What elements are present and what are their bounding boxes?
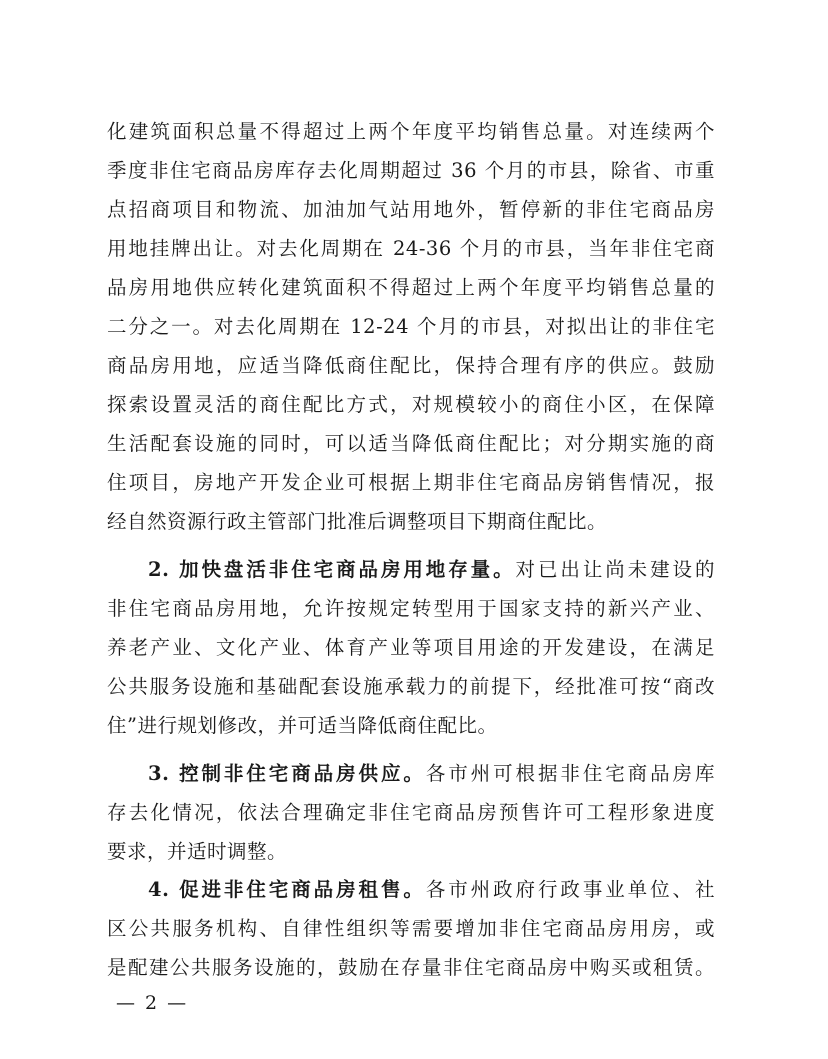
text-line: 是配建公共服务设施的，鼓励在存量非住宅商品房中购买或租赁。 [107,956,715,979]
section-heading: 4. 促进非住宅商品房租售。 [148,878,426,901]
section-text: 各市州政府行政事业单位、社 [425,878,715,901]
text-line: 二分之一。对去化周期在 12-24 个月的市县，对拟出让的非住宅 [107,315,715,338]
page-number: — 2 — [116,992,189,1014]
text-line [148,557,715,583]
text-line: 住”进行规划修改，并可适当降低商住配比。 [107,714,498,737]
text-line: 要求，并适时调整。 [107,840,288,863]
text-line: 品房用地供应转化建筑面积不得超过上两个年度平均销售总量的 [107,276,715,299]
text-line: 非住宅商品房用地，允许按规定转型用于国家支持的新兴产业、 [107,597,715,620]
text-line: 养老产业、文化产业、体育产业等项目用途的开发建设，在满足 [107,636,715,659]
text-line: 点招商项目和物流、加油加气站用地外，暂停新的非住宅商品房 [107,198,715,221]
text-line: 住项目，房地产开发企业可根据上期非住宅商品房销售情况，报 [107,471,715,494]
text-line: 化建筑面积总量不得超过上两个年度平均销售总量。对连续两个 [107,120,715,143]
text-line [148,761,715,787]
text-line: 用地挂牌出让。对去化周期在 24-36 个月的市县，当年非住宅商 [107,237,715,260]
section-text: 各市州可根据非住宅商品房库 [425,762,715,785]
text-line: 区公共服务机构、自律性组织等需要增加非住宅商品房用房，或 [107,917,715,940]
section-text: 对已出让尚未建设的 [515,558,715,581]
text-line: 季度非住宅商品房库存去化周期超过 36 个月的市县，除省、市重 [107,159,715,182]
text-line: 探索设置灵活的商住配比方式，对规模较小的商住小区，在保障 [107,393,715,416]
text-line: 公共服务设施和基础配套设施承载力的前提下，经批准可按“商改 [107,675,715,698]
text-line: 生活配套设施的同时，可以适当降低商住配比；对分期实施的商 [107,432,715,455]
text-line: 商品房用地，应适当降低商住配比，保持合理有序的供应。鼓励 [107,354,715,377]
text-line: 存去化情况，依法合理确定非住宅商品房预售许可工程形象进度 [107,801,715,824]
text-line [148,877,715,903]
section-heading: 2. 加快盘活非住宅商品房用地存量。 [148,558,516,581]
section-heading: 3. 控制非住宅商品房供应。 [148,762,426,785]
text-line: 经自然资源行政主管部门批准后调整项目下期商住配比。 [107,510,608,533]
